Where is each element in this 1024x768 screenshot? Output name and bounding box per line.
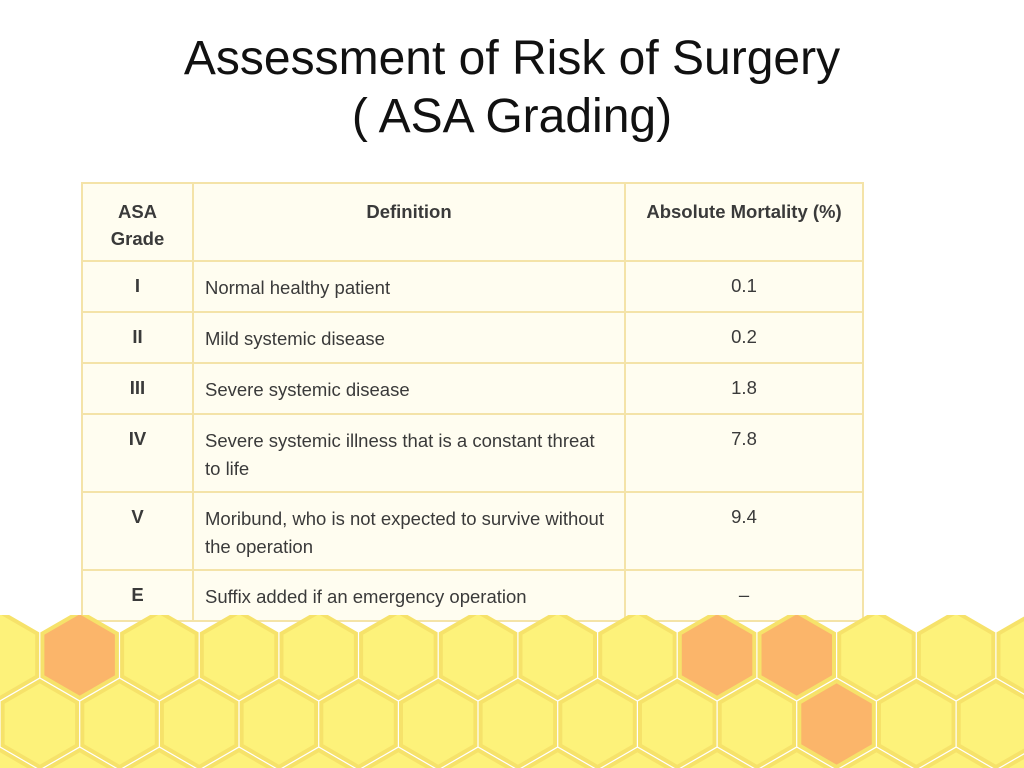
table-row [82,492,863,570]
table-row [82,363,863,414]
definition-cell: Normal healthy patient [193,261,625,312]
honeycomb-cell [640,681,715,767]
grade-cell: IV [82,414,193,492]
grade-cell: V [82,492,193,570]
table-row [82,570,863,621]
honeycomb-cell [959,681,1024,767]
honeycomb-cell [162,681,237,767]
honeycomb-cell [82,681,157,767]
honeycomb-cell [720,681,794,767]
table-row [82,414,863,492]
mortality-cell: 1.8 [625,363,863,414]
mortality-cell: 0.2 [625,312,863,363]
grade-cell: E [82,570,193,621]
honeycomb-cell [600,615,674,698]
definition-cell: Moribund, who is not expected to survive without the operation [193,492,625,570]
mortality-cell: 7.8 [625,414,863,492]
definition-cell: Suffix added if an emergency operation [193,570,625,621]
honeycomb-cell [839,615,914,698]
honeycomb-cell [680,615,755,698]
definition-cell: Severe systemic disease [193,363,625,414]
honeycomb-cell [122,615,197,698]
asa-grading-table [81,182,862,621]
honeycomb-cell [321,681,396,767]
header-asa-grade: ASA Grade [82,183,193,261]
slide-title-line-1: Assessment of Risk of Surgery [183,32,841,85]
honeycomb-cell [282,615,356,698]
honeycomb-cell [242,681,317,767]
honeycomb-cell [361,615,436,698]
honeycomb-cell [560,681,635,767]
slide-title-line-2: ( ASA Grading) [351,90,673,143]
honeycomb-decoration [0,615,1024,768]
header-absolute-mortality: Absolute Mortality (%) [625,183,863,261]
definition-cell: Severe systemic illness that is a constant threat to life [193,414,625,492]
honeycomb-cell [202,615,276,698]
honeycomb-cell [3,681,78,767]
slide-title [0,30,1024,146]
honeycomb-cell [799,681,874,767]
definition-cell: Mild systemic disease [193,312,625,363]
honeycomb-cell [919,615,993,698]
table-row [82,261,863,312]
mortality-cell: – [625,570,863,621]
honeycomb-cell [481,681,555,767]
honeycomb-cell [521,615,596,698]
table-row [82,312,863,363]
honeycomb-cell [441,615,516,698]
grade-cell: III [82,363,193,414]
mortality-cell: 0.1 [625,261,863,312]
honeycomb-cell [879,681,954,767]
grade-cell: II [82,312,193,363]
grade-cell: I [82,261,193,312]
honeycomb-cell [401,681,475,767]
table-header-row [82,183,863,261]
honeycomb-cell [42,615,117,698]
mortality-cell: 9.4 [625,492,863,570]
honeycomb-cell [760,615,835,698]
header-definition: Definition [193,183,625,261]
